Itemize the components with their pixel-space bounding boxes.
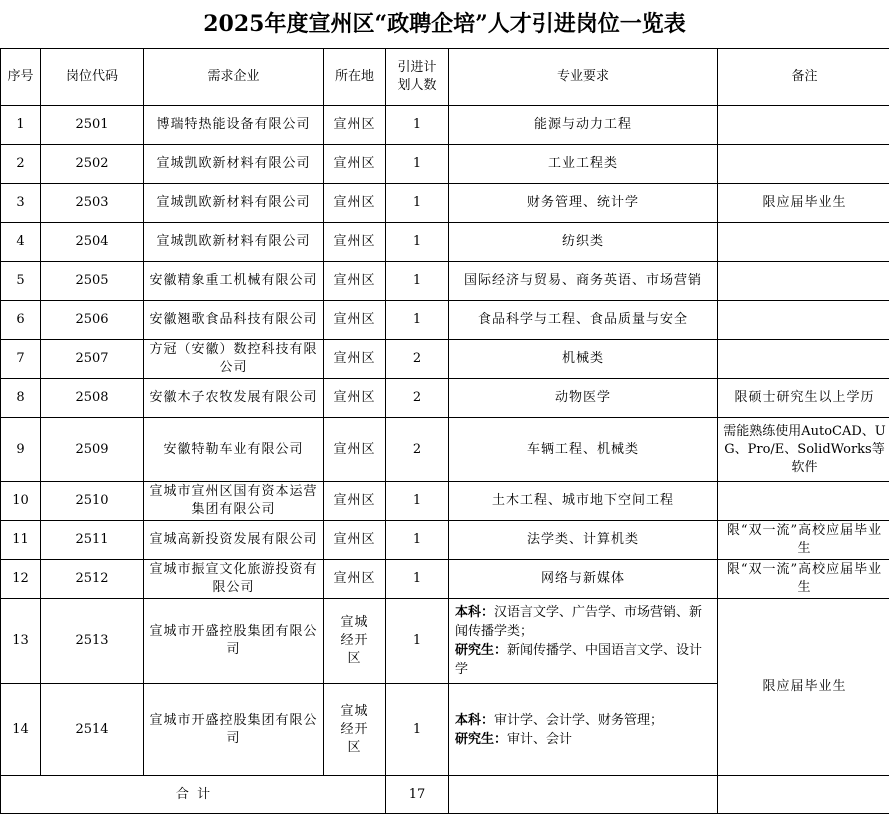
cell-count: 1 [386,145,449,184]
cell-major: 工业工程类 [449,145,718,184]
cell-count: 1 [386,599,449,684]
header-code: 岗位代码 [41,49,144,106]
cell-location: 宣州区 [324,223,386,262]
cell-code: 2501 [41,106,144,145]
cell-count: 1 [386,482,449,521]
table-row [1,223,889,262]
cell-code: 2508 [41,379,144,418]
total-label: 合 计 [1,776,386,814]
cell-remark: 限“双一流”高校应届毕业生 [718,560,889,599]
major-ug: 审计学、会计学、财务管理； [494,712,664,728]
cell-major: 能源与动力工程 [449,106,718,145]
cell-seq: 8 [1,379,41,418]
cell-major [449,684,718,776]
total-empty-major [449,776,718,814]
header-seq: 序号 [1,49,41,106]
cell-location: 宣州区 [324,379,386,418]
cell-location: 宣城经开区 [324,599,386,684]
cell-seq: 2 [1,145,41,184]
cell-location: 宣州区 [324,184,386,223]
cell-location: 宣州区 [324,340,386,379]
cell-location: 宣州区 [324,106,386,145]
total-count: 17 [386,776,449,814]
cell-major: 车辆工程、机械类 [449,418,718,482]
table-row [1,599,889,684]
header-remark: 备注 [718,49,889,106]
cell-seq: 7 [1,340,41,379]
major-pg: 新闻传播学、中国语言文学、设计学 [455,643,703,677]
cell-code: 2502 [41,145,144,184]
major-pg-label: 研究生： [455,643,508,658]
cell-count: 1 [386,521,449,560]
cell-remark [718,262,889,301]
cell-seq: 6 [1,301,41,340]
table-row [1,301,889,340]
cell-location: 宣城经开区 [324,684,386,776]
cell-count: 1 [386,560,449,599]
cell-location: 宣州区 [324,301,386,340]
cell-major [449,599,718,684]
cell-major: 动物医学 [449,379,718,418]
header-company: 需求企业 [144,49,324,106]
cell-code: 2511 [41,521,144,560]
cell-remark-merged: 限应届毕业生 [718,599,889,776]
cell-company: 宣城凯欧新材料有限公司 [144,145,324,184]
cell-remark [718,145,889,184]
table-row [1,521,889,560]
cell-location: 宣州区 [324,482,386,521]
cell-seq: 12 [1,560,41,599]
cell-remark [718,340,889,379]
cell-remark [718,301,889,340]
table-title: 2025年度宣州区“政聘企培”人才引进岗位一览表 [203,11,686,37]
table-row [1,184,889,223]
cell-seq: 3 [1,184,41,223]
cell-count: 2 [386,340,449,379]
cell-code: 2503 [41,184,144,223]
cell-code: 2514 [41,684,144,776]
cell-seq: 5 [1,262,41,301]
cell-company: 博瑞特热能设备有限公司 [144,106,324,145]
cell-count: 1 [386,223,449,262]
cell-company: 安徽精象重工机械有限公司 [144,262,324,301]
table-row [1,560,889,599]
cell-remark: 限硕士研究生以上学历 [718,379,889,418]
cell-code: 2504 [41,223,144,262]
cell-code: 2509 [41,418,144,482]
cell-company: 宣城凯欧新材料有限公司 [144,184,324,223]
table-row [1,482,889,521]
header-major: 专业要求 [449,49,718,106]
cell-major: 国际经济与贸易、商务英语、市场营销 [449,262,718,301]
cell-company: 方冠（安徽）数控科技有限公司 [144,340,324,379]
cell-company: 安徽特勒车业有限公司 [144,418,324,482]
cell-major: 法学类、计算机类 [449,521,718,560]
cell-company: 宣城市振宣文化旅游投资有限公司 [144,560,324,599]
cell-code: 2506 [41,301,144,340]
cell-count: 1 [386,684,449,776]
major-ug-label: 本科： [455,605,495,620]
total-row [1,776,889,814]
cell-location: 宣州区 [324,521,386,560]
table-row [1,418,889,482]
cell-major: 网络与新媒体 [449,560,718,599]
cell-company: 安徽翘歌食品科技有限公司 [144,301,324,340]
table-header-row [1,49,889,106]
cell-remark [718,223,889,262]
cell-count: 1 [386,262,449,301]
major-ug: 汉语言文学、广告学、市场营销、新闻传播学类； [455,605,703,639]
table-row [1,262,889,301]
cell-count: 2 [386,418,449,482]
cell-company: 宣城市开盛控股集团有限公司 [144,599,324,684]
cell-major: 土木工程、城市地下空间工程 [449,482,718,521]
cell-seq: 14 [1,684,41,776]
header-location: 所在地 [324,49,386,106]
cell-seq: 10 [1,482,41,521]
cell-location: 宣州区 [324,560,386,599]
cell-count: 1 [386,106,449,145]
cell-remark: 限“双一流”高校应届毕业生 [718,521,889,560]
cell-code: 2507 [41,340,144,379]
cell-count: 2 [386,379,449,418]
cell-count: 1 [386,184,449,223]
cell-location: 宣州区 [324,145,386,184]
cell-company: 宣城市开盛控股集团有限公司 [144,684,324,776]
positions-table [0,48,889,814]
cell-major: 机械类 [449,340,718,379]
cell-seq: 9 [1,418,41,482]
cell-remark [718,106,889,145]
cell-code: 2513 [41,599,144,684]
table-row [1,379,889,418]
cell-major: 食品科学与工程、食品质量与安全 [449,301,718,340]
table-row [1,145,889,184]
cell-company: 宣城高新投资发展有限公司 [144,521,324,560]
cell-company: 安徽木子农牧发展有限公司 [144,379,324,418]
major-pg-label: 研究生： [455,731,508,747]
cell-count: 1 [386,301,449,340]
cell-seq: 4 [1,223,41,262]
cell-major: 纺织类 [449,223,718,262]
cell-location: 宣州区 [324,418,386,482]
cell-remark [718,482,889,521]
cell-code: 2512 [41,560,144,599]
major-pg: 审计、会计 [507,731,573,747]
table-row [1,340,889,379]
total-empty-remark [718,776,889,814]
cell-major: 财务管理、统计学 [449,184,718,223]
cell-company: 宣城市宣州区国有资本运营集团有限公司 [144,482,324,521]
cell-location: 宣州区 [324,262,386,301]
major-ug-label: 本科： [455,712,495,728]
cell-company: 宣城凯欧新材料有限公司 [144,223,324,262]
cell-seq: 11 [1,521,41,560]
table-row [1,106,889,145]
cell-seq: 1 [1,106,41,145]
cell-remark: 限应届毕业生 [718,184,889,223]
header-count: 引进计划人数 [386,49,449,106]
cell-code: 2510 [41,482,144,521]
cell-code: 2505 [41,262,144,301]
cell-remark: 需能熟练使用AutoCAD、UG、Pro/E、SolidWorks等软件 [718,418,889,482]
cell-seq: 13 [1,599,41,684]
